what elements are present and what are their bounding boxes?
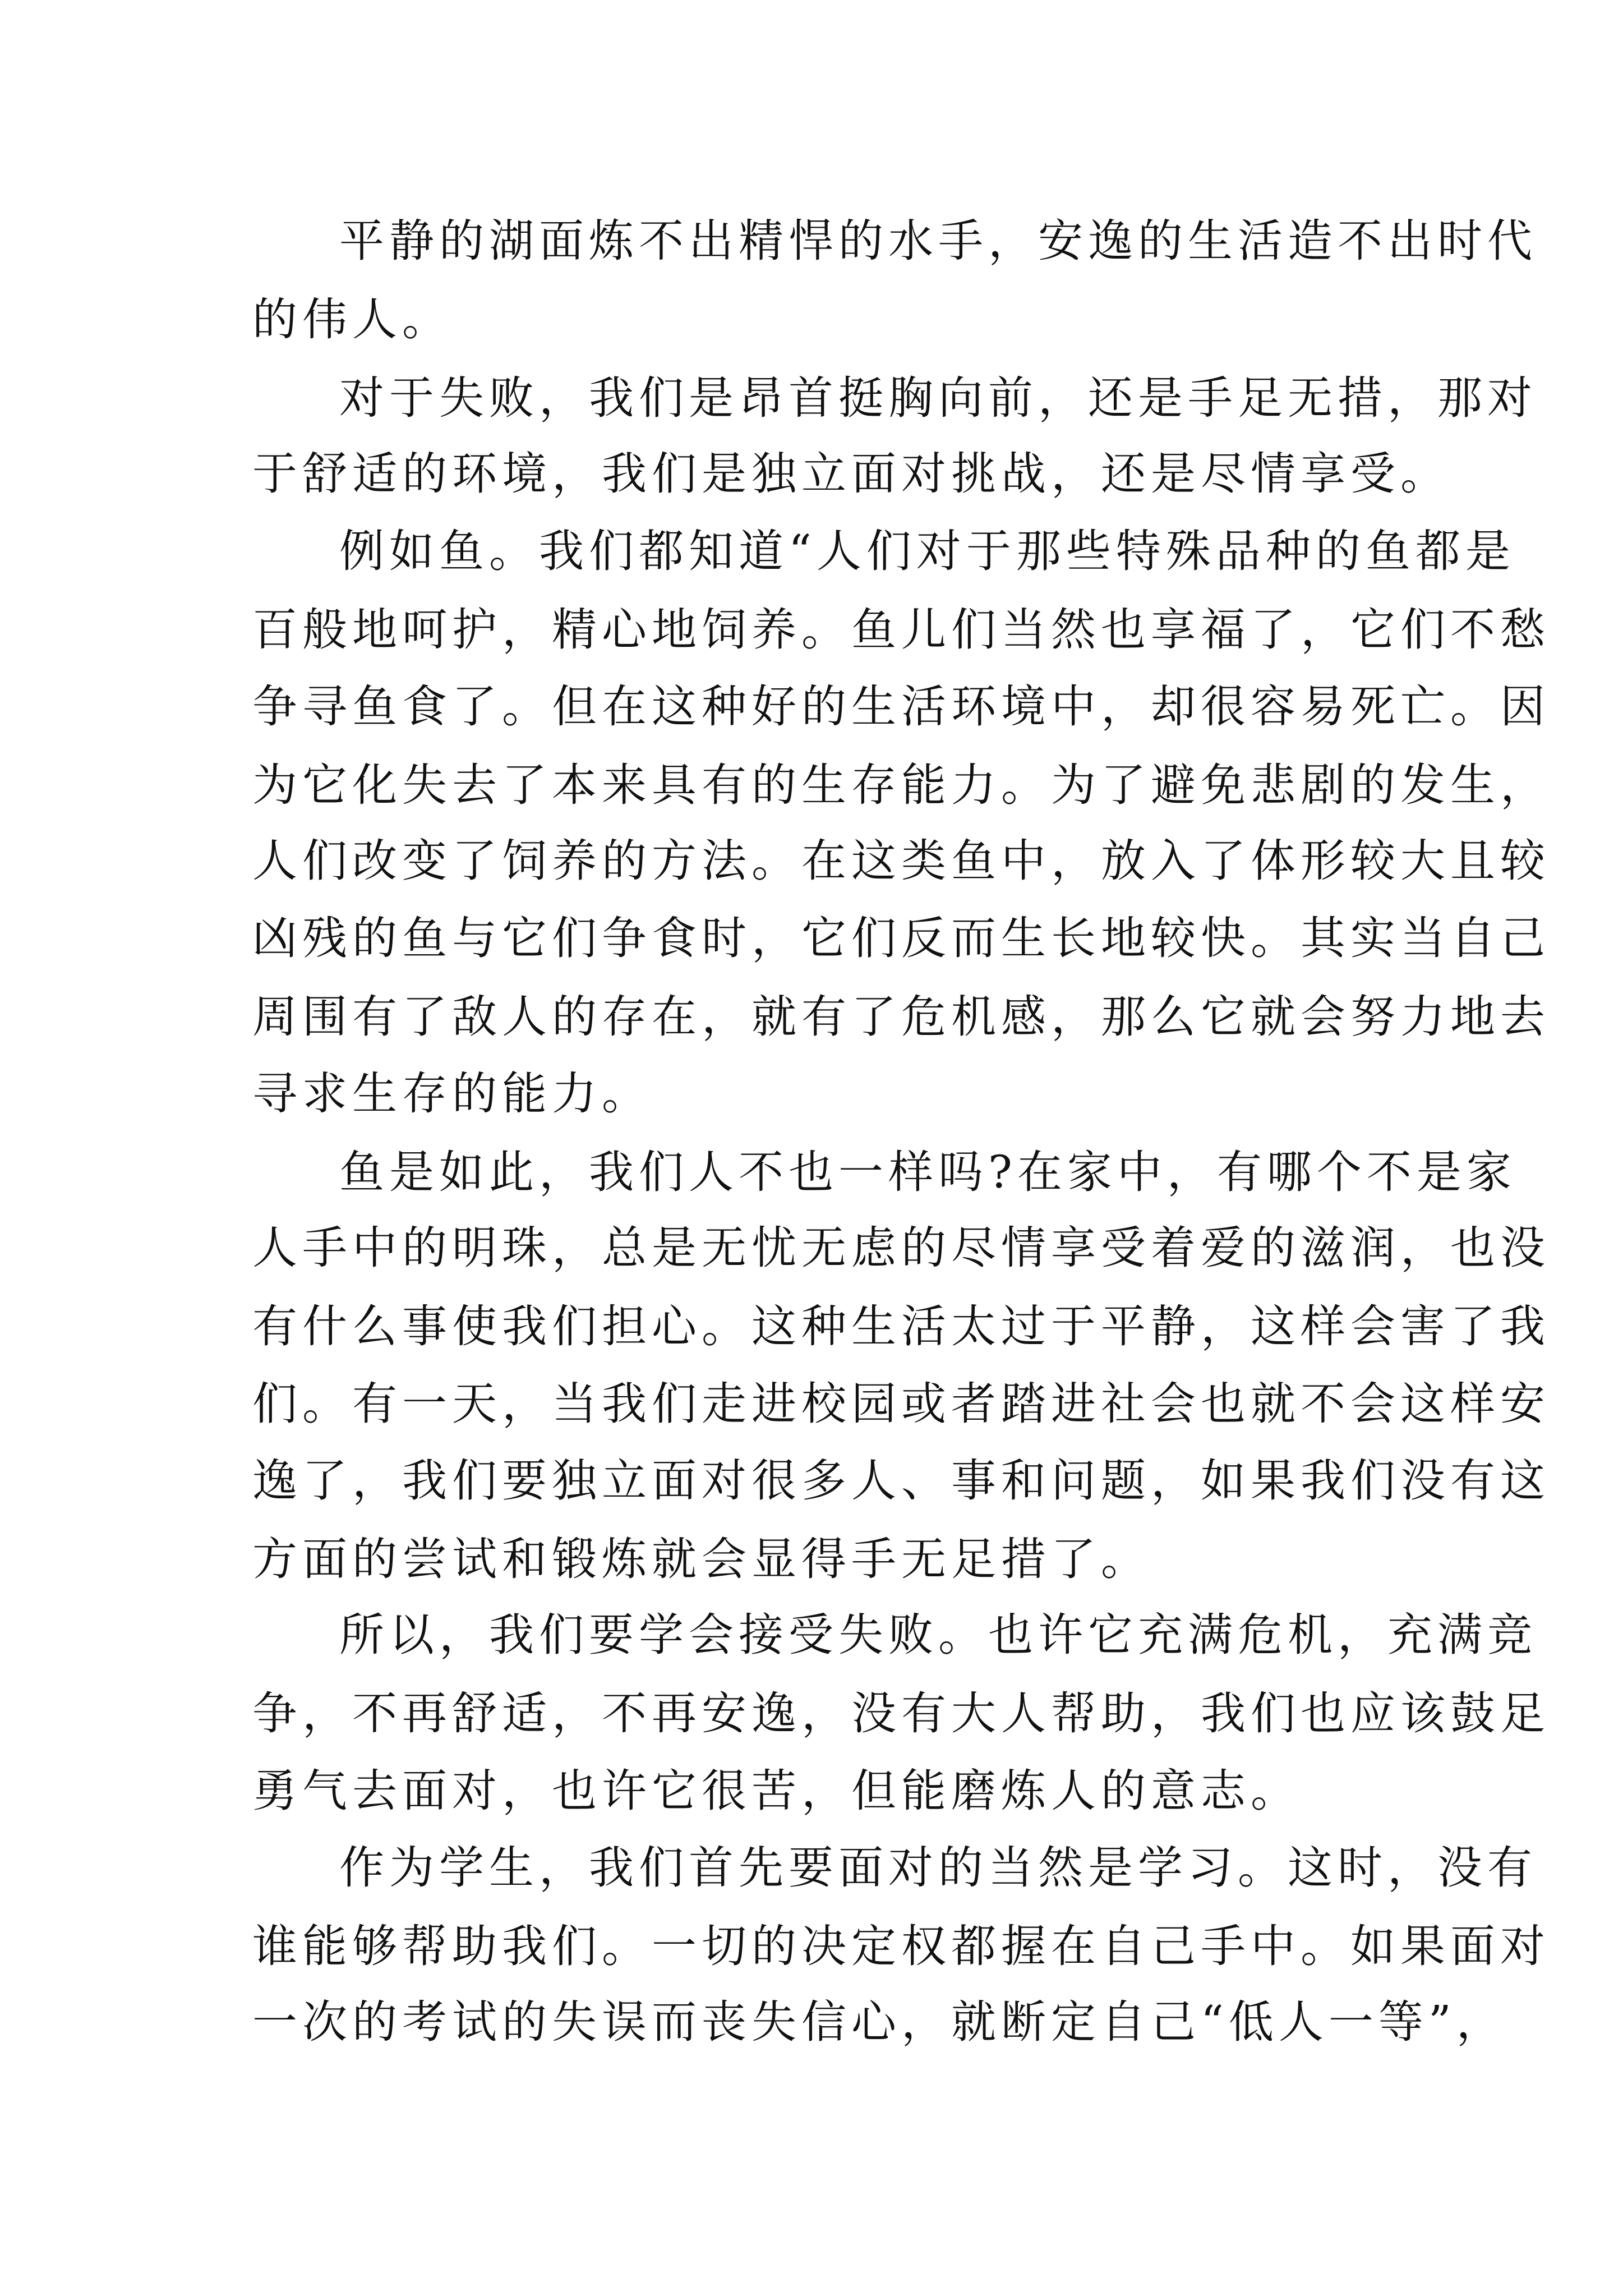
text-line-15: 有什么事使我们担心。这种生活太过于平静，这样会害了我 [252, 1300, 1550, 1352]
text-line-8: 为它化失去了本来具有的生存能力。为了避免悲剧的发生， [252, 759, 1550, 811]
text-line-14: 人手中的明珠，总是无忧无虑的尽情享受着爱的滋润，也没 [252, 1222, 1550, 1274]
text-line-4: 于舒适的环境，我们是独立面对挑战，还是尽情享受。 [252, 448, 1450, 500]
text-line-13: 鱼是如此，我们人不也一样吗?在家中，有哪个不是家 [339, 1146, 1516, 1198]
text-line-22: 作为学生，我们首先要面对的当然是学习。这时，没有 [339, 1842, 1537, 1894]
text-line-12: 寻求生存的能力。 [252, 1068, 652, 1120]
text-line-17: 逸了，我们要独立面对很多人、事和问题，如果我们没有这 [252, 1455, 1550, 1507]
text-line-20: 争，不再舒适，不再安逸，没有大人帮助，我们也应该鼓足 [252, 1687, 1550, 1740]
text-line-11: 周围有了敌人的存在，就有了危机感，那么它就会努力地去 [252, 991, 1550, 1043]
text-line-3: 对于失败，我们是昂首挺胸向前，还是手足无措，那对 [339, 372, 1537, 424]
text-line-5: 例如鱼。我们都知道“人们对于那些特殊品种的鱼都是 [339, 525, 1515, 577]
text-line-1: 平静的湖面炼不出精悍的水手，安逸的生活造不出时代 [339, 215, 1537, 267]
text-line-24: 一次的考试的失误而丧失信心，就断定自己“低人一等”， [252, 1996, 1506, 2048]
text-line-21: 勇气去面对，也许它很苦，但能磨炼人的意志。 [252, 1765, 1301, 1817]
text-line-10: 凶残的鱼与它们争食时，它们反而生长地较快。其实当自己 [252, 912, 1550, 964]
text-line-2: 的伟人。 [252, 293, 452, 346]
text-line-16: 们。有一天，当我们走进校园或者踏进社会也就不会这样安 [252, 1378, 1550, 1430]
text-line-9: 人们改变了饲养的方法。在这类鱼中，放入了体形较大且较 [252, 835, 1550, 887]
text-line-23: 谁能够帮助我们。一切的决定权都握在自己手中。如果面对 [252, 1920, 1550, 1972]
text-line-18: 方面的尝试和锻炼就会显得手无足措了。 [252, 1533, 1151, 1585]
text-line-19: 所以，我们要学会接受失败。也许它充满危机，充满竞 [339, 1609, 1537, 1661]
text-line-6: 百般地呵护，精心地饲养。鱼儿们当然也享福了，它们不愁 [252, 604, 1550, 656]
text-line-7: 争寻鱼食了。但在这种好的生活环境中，却很容易死亡。因 [252, 680, 1550, 733]
